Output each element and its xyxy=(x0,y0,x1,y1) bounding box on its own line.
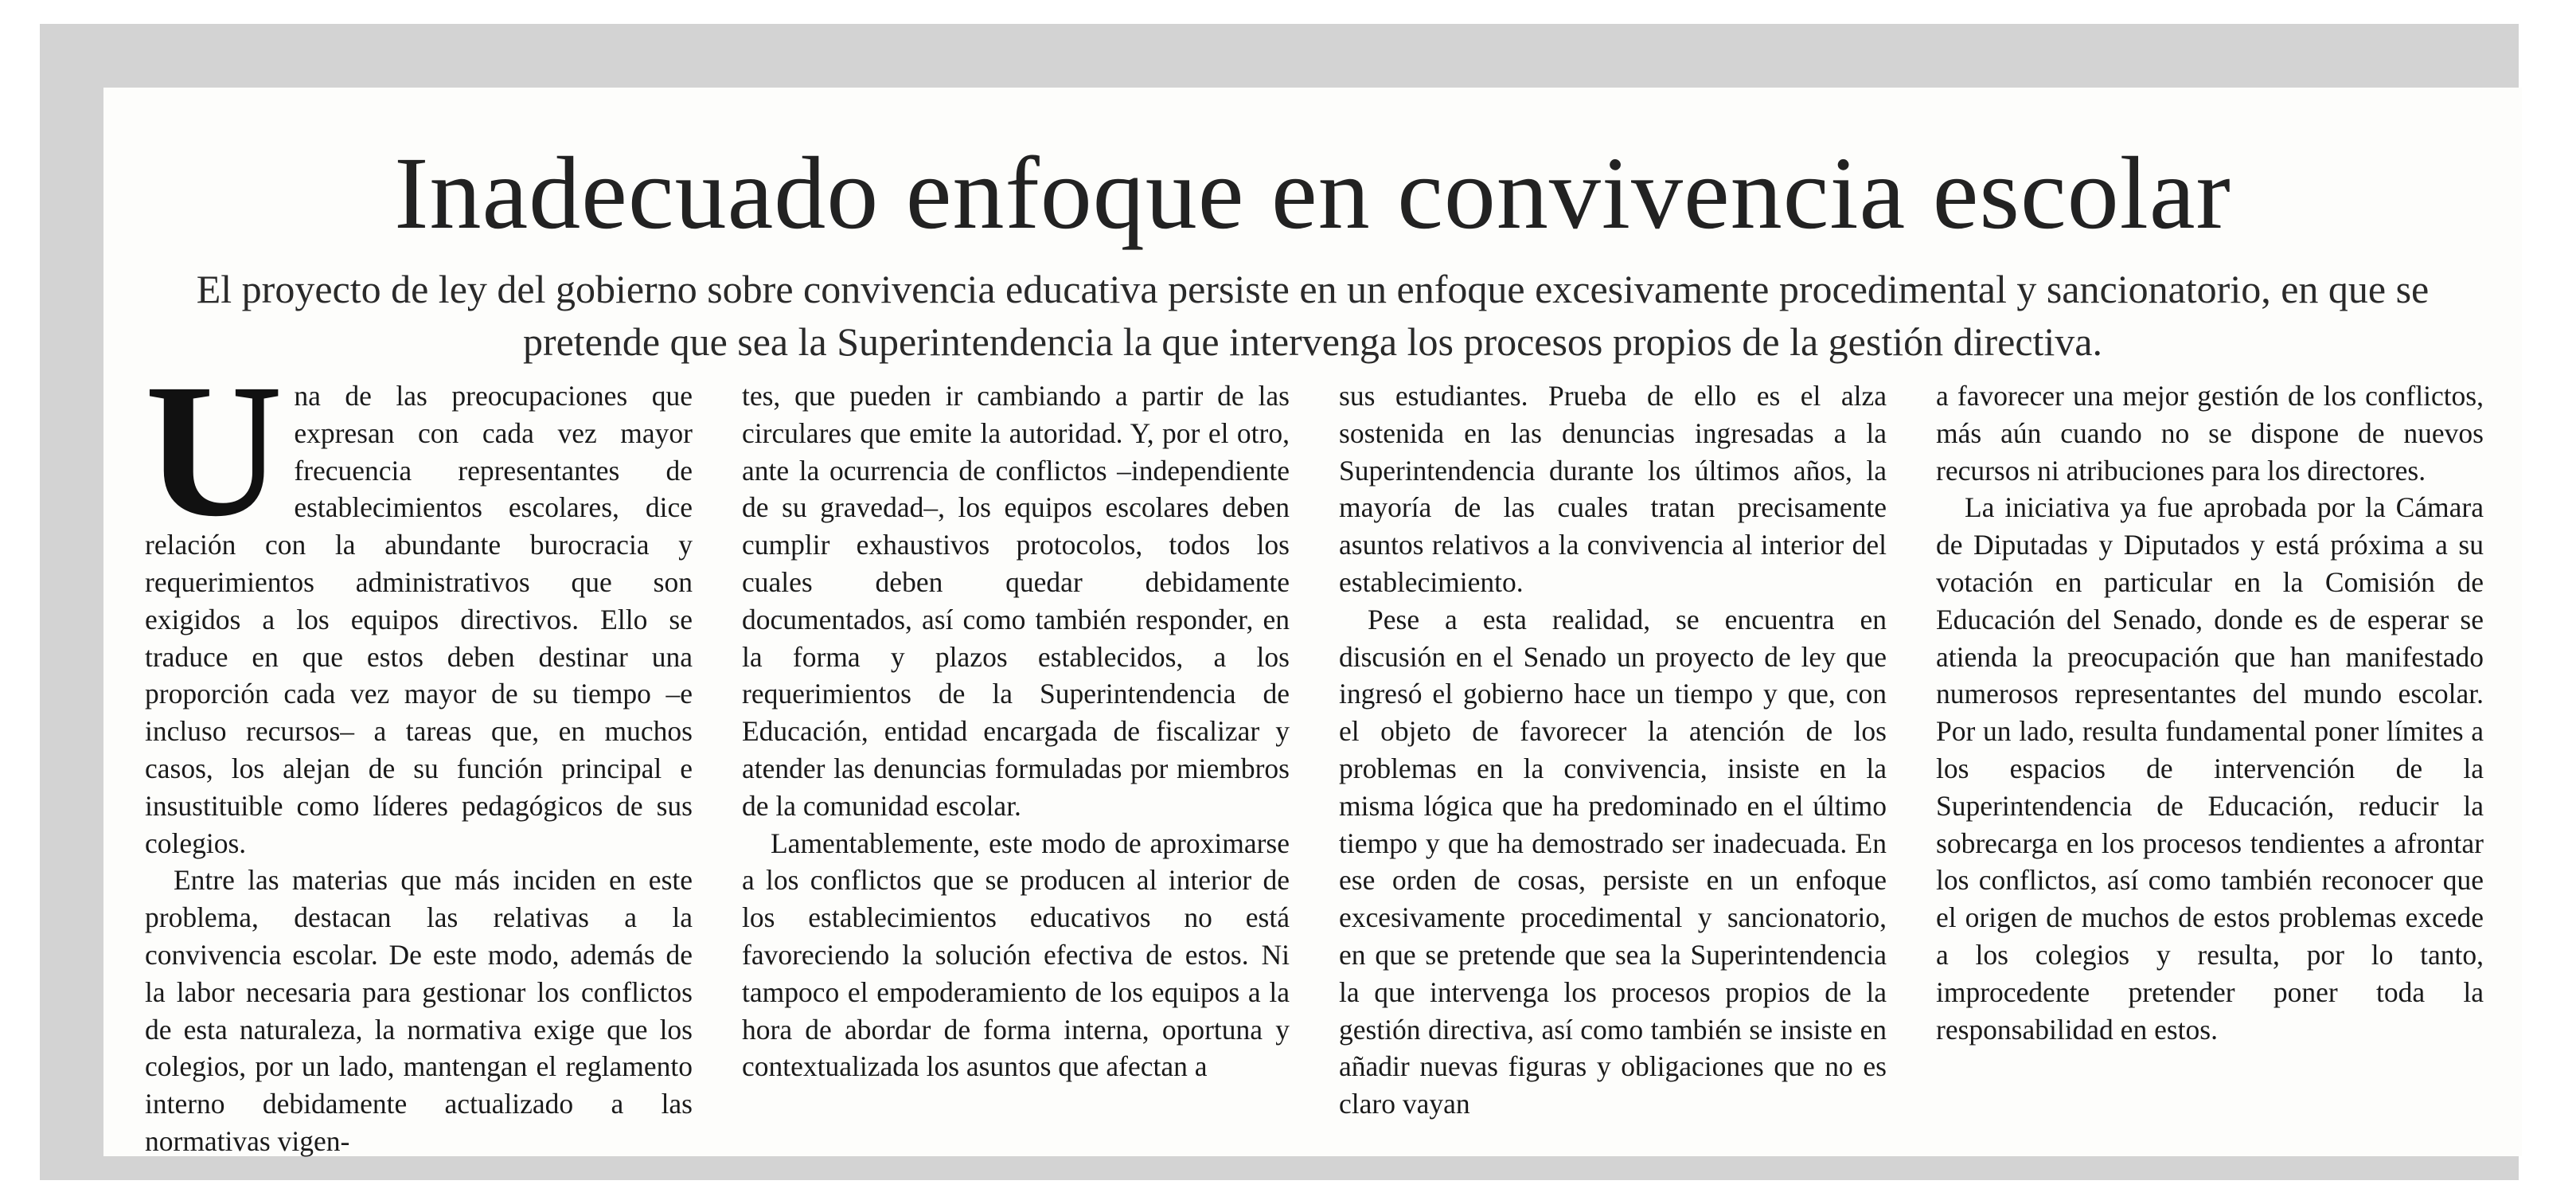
paragraph: Entre las materias que más inciden en este problema, destacan las relativas a la convivencia escolar. De este modo, además de la labor necesaria para gestionar los conflictos de esta naturaleza, la normativa exige que los colegios, por un lado, mantengan el reglamento interno debidamente actualizado a las normativas vigen- xyxy=(145,864,693,1157)
paragraph: sus estudiantes. Prueba de ello es el alza sostenida en las denuncias ingresadas a la Superintendencia durante los últimos años, la mayoría de las cuales tratan precisamente asuntos relativos a la convivencia al interior del establecimiento. xyxy=(1339,380,1887,598)
paragraph: Lamentablemente, este modo de aproximarse a los conflictos que se producen al interior de los establecimientos educativos no está favoreciendo la solución efectiva de estos. Ni tampoco el empoderamiento de los equipos a la hora de abordar de forma interna, oportuna y contextualizada los asuntos que afectan a xyxy=(742,827,1290,1083)
article-body xyxy=(145,344,2484,1157)
column-3 xyxy=(1339,377,1887,1142)
paragraph xyxy=(145,344,693,862)
paragraph: Pese a esta realidad, se encuentra en discusión en el Senado un proyecto de ley que ingresó el gobierno hace un tiempo y que, con el objeto de favorecer la atención de los problemas en la convivencia, insiste en la misma lógica que ha predominado en el último tiempo y que ha demostrado ser inadecuada. En ese orden de cosas, persiste en un enfoque excesivamente procedimental y sancionatorio, en que se pretende que sea la Superintendencia la que intervenga los procesos propios de la gestión directiva, así como también se insiste en añadir nuevas figuras y obligaciones que no es claro vayan xyxy=(1339,603,1887,1120)
editorial-article xyxy=(103,88,2522,1156)
paragraph: tes, que pueden ir cambiando a partir de las circulares que emite la autoridad. Y, por el otro, ante la ocurrencia de conflictos –independiente de su gravedad–, los equipos escolares deben cumplir exhaustivos protocolos, todos los cuales deben quedar debidamente documentados, así como también responder, en la forma y plazos establecidos, a los requerimientos de la Superintendencia de Educación, entidad encargada de fiscalizar y atender las denuncias formuladas por miembros de la comunidad escolar. xyxy=(742,380,1290,822)
paragraph: La iniciativa ya fue aprobada por la Cámara de Diputadas y Diputados y está próxima a su votación en particular en la Comisión de Educación del Senado, donde es de esperar se atienda la preocupación que han manifestado numerosos representantes del mundo escolar. Por un lado, resulta fundamental poner límites a los espacios de intervención de la Superintendencia de Educación, reducir la sobrecarga en los procesos tendientes a afrontar los conflictos, así como también reconocer que el origen de muchos de estos problemas excede a los colegios y resulta, por lo tanto, improcedente pretender poner toda la responsabilidad en estos. xyxy=(1936,491,2484,1046)
paragraph: a favorecer una mejor gestión de los conflictos, más aún cuando no se dispone de nuevos recursos ni atribuciones para los directores. xyxy=(1936,380,2484,487)
clipping-frame xyxy=(40,24,2519,1180)
deck-subtitle: El proyecto de ley del gobierno sobre convivencia educativa persiste en un enfoque excesivamente procedimental y sancionatorio, en que se pretende que sea la Superintendencia la que intervenga los procesos propios de la gestión directiva. xyxy=(196,267,2430,364)
column-1 xyxy=(145,344,693,1157)
drop-cap: U xyxy=(145,344,283,556)
headline: Inadecuado enfoque en convivencia escolar xyxy=(394,136,2231,251)
column-2 xyxy=(742,377,1290,1142)
paragraph-text: na de las preocupaciones que expresan con cada vez mayor frecuencia representantes de establecimientos escolares, dice relación con la abundante burocracia y requerimientos administrativos que son exigidos a los equipos directivos. Ello se traduce en que estos deben destinar una proporción cada vez mayor de su tiempo –e incluso recursos– a tareas que, en muchos casos, los alejan de su función principal e insustituible como líderes pedagógicos de sus colegios. xyxy=(145,380,693,859)
column-4 xyxy=(1936,377,2484,1142)
